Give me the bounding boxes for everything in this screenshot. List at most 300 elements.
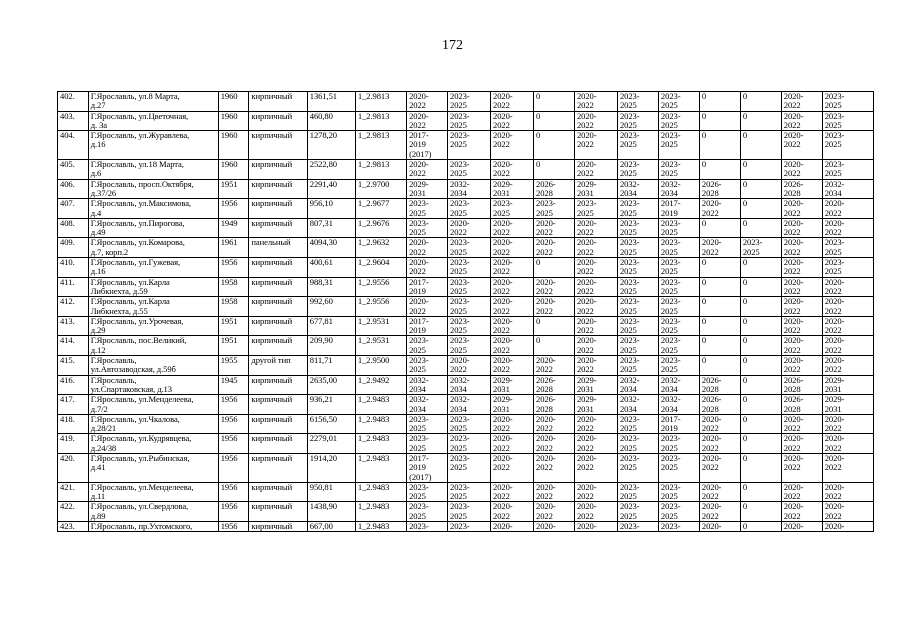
row-number-cell: 410. [58,258,89,278]
table-cell: другой тип [249,356,307,376]
table-cell: 0 [534,131,575,160]
table-cell: 1_2.9483 [355,482,406,502]
table-cell: 2023- 2025 [658,453,699,482]
table-cell: 2020- 2022 [781,131,822,160]
table-cell: 807,31 [307,218,355,238]
address-cell: Г.Ярославль, пр.Ухтомского, [88,522,218,532]
table-cell: 0 [740,277,781,297]
table-cell: 2023- 2025 [407,414,448,434]
table-cell: 1960 [218,131,249,160]
table-cell: 2020- 2022 [574,502,617,522]
table-cell: 2032- 2034 [448,375,491,395]
table-cell: 2020- 2022 [822,434,873,454]
table-cell: кирпичный [249,277,307,297]
table-cell: 2020- 2022 [491,414,534,434]
address-cell: Г.Ярославль, ул.Карла Либкнехта, д.59 [88,277,218,297]
table-cell: 1958 [218,297,249,317]
table-row [58,92,874,112]
table-cell: 2023- 2025 [448,199,491,219]
row-number-cell: 402. [58,92,89,112]
table-cell: 2020- 2022 [491,111,534,131]
table-cell: 2026- 2028 [534,179,575,199]
table-cell: 2023- 2025 [448,414,491,434]
row-number-cell: 403. [58,111,89,131]
row-number-cell: 408. [58,218,89,238]
address-cell: Г.Ярославль, ул.Автозаводская, д.59б [88,356,218,376]
table-cell: 2020- 2022 [699,434,740,454]
address-cell: Г.Ярославль, ул.Спартаковская, д.13 [88,375,218,395]
table-row [58,316,874,336]
table-cell: 0 [740,199,781,219]
table-cell: 2023- 2025 [407,482,448,502]
table-cell: кирпичный [249,179,307,199]
table-cell: 2020- 2022 [822,218,873,238]
table-cell: 2020- 2022 [491,336,534,356]
table-cell: 2023- 2025 [617,316,658,336]
table-cell: 1_2.9483 [355,434,406,454]
table-cell: 2023- 2025 [617,111,658,131]
table-cell: 1961 [218,238,249,258]
table-cell: 2023- 2025 [407,336,448,356]
table-row [58,414,874,434]
address-cell: Г.Ярославль, ул.Пирогова, д.49 [88,218,218,238]
table-cell: 2023- 2025 [658,336,699,356]
table-cell: 2029- 2031 [407,179,448,199]
table-cell: 2029- 2031 [574,395,617,415]
table-cell: 2023- 2025 [448,316,491,336]
table-cell: 811,71 [307,356,355,376]
table-cell: 936,21 [307,395,355,415]
table-cell: кирпичный [249,92,307,112]
table-cell: 0 [740,131,781,160]
row-number-cell: 411. [58,277,89,297]
table-cell: 2023- 2025 [822,160,873,180]
table-cell: 2020- 2022 [534,414,575,434]
page-number: 172 [442,38,463,53]
table-cell: 2023- 2025 [658,502,699,522]
table-cell: 2023- 2025 [407,434,448,454]
table-cell: кирпичный [249,502,307,522]
table-cell: 677,81 [307,316,355,336]
table-cell: 0 [699,111,740,131]
table-cell: 2020- 2022 [781,111,822,131]
table-cell: 2020- 2022 [574,111,617,131]
table-cell: 0 [740,297,781,317]
row-number-cell: 404. [58,131,89,160]
table-cell: 2020- 2022 [491,238,534,258]
table-cell: 0 [699,277,740,297]
table-cell: 1951 [218,316,249,336]
table-cell: 2020- 2022 [574,92,617,112]
row-number-cell: 418. [58,414,89,434]
table-cell: 2026- 2028 [699,395,740,415]
table-cell: 2029- 2031 [491,179,534,199]
housing-schedule-table [57,91,874,532]
table-cell: 2017- 2019 [658,199,699,219]
table-cell: 2020- 2022 [574,238,617,258]
table-cell: 2017- 2019 (2017) [407,453,448,482]
table-cell: 2020- 2022 [781,356,822,376]
table-cell: 0 [740,482,781,502]
table-cell: 0 [740,179,781,199]
table-cell: 2291,40 [307,179,355,199]
table-cell: 2023- 2025 [658,277,699,297]
table-cell: кирпичный [249,395,307,415]
table-cell: 2023- 2025 [448,453,491,482]
table-row [58,522,874,532]
row-number-cell: 421. [58,482,89,502]
table-cell: 0 [740,453,781,482]
table-cell: 2023- 2025 [658,356,699,376]
table-cell: 2023- 2025 [658,111,699,131]
table-cell: кирпичный [249,453,307,482]
table-cell: 2020- 2022 [491,258,534,278]
table-cell: 2020- 2022 [822,502,873,522]
table-cell: 1_2.9492 [355,375,406,395]
table-cell: 2020- 2022 [781,92,822,112]
table-cell: 2023- 2025 [740,238,781,258]
table-cell: 0 [534,111,575,131]
row-number-cell: 415. [58,356,89,376]
table-cell: 2020- 2022 [407,297,448,317]
table-cell: 2020- 2022 [448,218,491,238]
table-row [58,453,874,482]
table-cell: 2023- 2025 [617,453,658,482]
address-cell: Г.Ярославль, ул.Менделеева, д.11 [88,482,218,502]
table-cell: 1_2.9813 [355,92,406,112]
table-row [58,258,874,278]
address-cell: Г.Ярославль, ул.Свердлова, д.89 [88,502,218,522]
table-cell: 2026- 2028 [699,375,740,395]
table-cell: 2020- 2022 [699,453,740,482]
address-cell: Г.Ярославль, ул.Рыбинская, д.41 [88,453,218,482]
table-cell: кирпичный [249,336,307,356]
address-cell: Г.Ярославль, ул.Максимова, д.4 [88,199,218,219]
table-cell: 2023- [407,522,448,532]
table-cell: 2023- 2025 [617,482,658,502]
row-number-cell: 419. [58,434,89,454]
table-cell: 2635,00 [307,375,355,395]
table-cell: 1_2.9483 [355,395,406,415]
table-cell: 2020- 2022 [699,199,740,219]
table-cell: 2026- 2028 [699,179,740,199]
table-cell: 2020- 2022 [534,277,575,297]
table-cell: 2023- 2025 [617,297,658,317]
table-cell: 2023- 2025 [448,258,491,278]
table-cell: 2023- 2025 [617,131,658,160]
table-cell: 1914,20 [307,453,355,482]
table-cell: 2032- 2034 [448,179,491,199]
row-number-cell: 423. [58,522,89,532]
table-cell: 0 [534,160,575,180]
table-cell: кирпичный [249,434,307,454]
table-cell: 1951 [218,179,249,199]
table-cell: 0 [740,522,781,532]
table-cell: 2023- 2025 [617,502,658,522]
table-cell: 0 [740,434,781,454]
table-cell: 0 [534,258,575,278]
table-cell: 2020- 2022 [534,356,575,376]
table-cell: 1_2.9500 [355,356,406,376]
row-number-cell: 405. [58,160,89,180]
table-cell: 2020- 2022 [781,434,822,454]
table-cell: 2020- 2022 [781,238,822,258]
table-row [58,199,874,219]
table-cell: 1438,90 [307,502,355,522]
table-cell: 2020- 2022 [491,160,534,180]
table-cell: 2023- 2025 [407,218,448,238]
table-cell: 2023- 2025 [491,199,534,219]
address-cell: Г.Ярославль, ул.Карла Либкнехта, д.55 [88,297,218,317]
table-cell: 0 [534,336,575,356]
table-cell: 2020- 2022 [491,482,534,502]
table-cell: 1_2.9556 [355,277,406,297]
table-cell: 2020- 2022 [781,414,822,434]
table-cell: 2020- 2022 [699,502,740,522]
table-cell: 2020- 2022 [534,218,575,238]
table-cell: 1_2.9531 [355,316,406,336]
table-cell: 2020- 2022 [781,258,822,278]
table-cell: 0 [740,111,781,131]
table-cell: 2020- 2022 [822,482,873,502]
table-cell: 2023- 2025 [658,131,699,160]
table-cell: 2032- 2034 [658,375,699,395]
table-cell: 2020- 2022 [534,453,575,482]
table-cell: 2017- 2019 [407,316,448,336]
table-cell: 1949 [218,218,249,238]
table-cell: 2023- 2025 [822,258,873,278]
table-cell: 2020- 2022 [491,316,534,336]
table-row [58,277,874,297]
table-row [58,179,874,199]
table-cell: 2020- 2022 [699,238,740,258]
table-cell: 0 [534,92,575,112]
table-cell: 0 [740,502,781,522]
table-cell: 2032- 2034 [658,179,699,199]
table-cell: 2023- 2025 [822,131,873,160]
row-number-cell: 407. [58,199,89,219]
table-row [58,375,874,395]
table-cell: 2020- [781,522,822,532]
table-cell: 0 [740,258,781,278]
table-cell: 1_2.9677 [355,199,406,219]
table-cell: 2020- 2022 [407,258,448,278]
table-cell: кирпичный [249,199,307,219]
table-cell: 2029- 2031 [574,375,617,395]
table-cell: 2032- 2034 [617,395,658,415]
table-cell: 0 [699,316,740,336]
table-cell: 1956 [218,482,249,502]
address-cell: Г.Ярославль, ул.Чкалова, д.28/21 [88,414,218,434]
table-cell: 1958 [218,277,249,297]
table-cell: 1_2.9483 [355,453,406,482]
table-cell: 1960 [218,160,249,180]
table-cell: 2020- 2022 [781,336,822,356]
table-cell: 2020- 2022 [574,316,617,336]
table-cell: 1956 [218,434,249,454]
table-cell: 2020- 2022 [491,92,534,112]
table-cell: 2029- 2031 [822,395,873,415]
table-cell: 0 [740,92,781,112]
table-cell: 2020- 2022 [781,199,822,219]
table-row [58,395,874,415]
table-cell: 4094,30 [307,238,355,258]
address-cell: Г.Ярославль, ул.Кудрявцева, д.24/38 [88,434,218,454]
table-cell: 2023- [448,522,491,532]
table-cell: 992,60 [307,297,355,317]
table-cell: 2026- 2028 [534,375,575,395]
table-cell: 2020- 2022 [407,111,448,131]
table-cell: 2020- 2022 [781,160,822,180]
table-cell: 1_2.9604 [355,258,406,278]
table-cell: 950,81 [307,482,355,502]
table-cell: 2020- 2022 [822,453,873,482]
address-cell: Г.Ярославль, пос.Великий, д.12 [88,336,218,356]
table-row [58,111,874,131]
table-cell: 2023- [658,522,699,532]
table-cell: 2020- 2022 [491,434,534,454]
table-cell: 2026- 2028 [781,395,822,415]
table-cell: 2020- 2022 [491,277,534,297]
table-cell: 2023- 2025 [658,160,699,180]
table-cell: 2020- 2022 [491,297,534,317]
table-cell: 2029- 2031 [491,395,534,415]
table-cell: 2020- [822,522,873,532]
table-cell: 2023- 2025 [448,502,491,522]
table-row [58,218,874,238]
table-row [58,502,874,522]
table-cell: 2020- 2022 [534,502,575,522]
table-cell: 988,31 [307,277,355,297]
table-cell: 2020- 2022 [574,414,617,434]
table-cell: 0 [699,336,740,356]
table-cell: кирпичный [249,131,307,160]
table-cell: 2032- 2034 [448,395,491,415]
table-cell: кирпичный [249,375,307,395]
table-cell: кирпичный [249,258,307,278]
table-cell: 2029- 2031 [491,375,534,395]
table-cell: 2023- 2025 [617,218,658,238]
table-cell: 1960 [218,111,249,131]
table-row [58,356,874,376]
table-cell: кирпичный [249,482,307,502]
table-cell: 1_2.9531 [355,336,406,356]
table-cell: 2023- 2025 [617,238,658,258]
table-cell: 2020- 2022 [822,336,873,356]
table-cell: 0 [699,160,740,180]
table-cell: 2023- 2025 [448,111,491,131]
table-cell: 2020- 2022 [781,502,822,522]
table-cell: 2023- 2025 [617,160,658,180]
table-cell: 2020- 2022 [491,453,534,482]
table-cell: 2020- 2022 [781,453,822,482]
table-cell: 2023- 2025 [574,199,617,219]
table-cell: 1956 [218,522,249,532]
table-cell: 2026- 2028 [781,375,822,395]
address-cell: Г.Ярославль, ул.Урочевая, д.29 [88,316,218,336]
table-cell: 1956 [218,199,249,219]
table-cell: 2020- 2022 [822,297,873,317]
table-cell: 2020- 2022 [534,238,575,258]
row-number-cell: 414. [58,336,89,356]
table-cell: 2023- 2025 [617,92,658,112]
table-cell: 0 [740,336,781,356]
table-cell: 1_2.9483 [355,502,406,522]
row-number-cell: 409. [58,238,89,258]
table-cell: 2020- 2022 [699,414,740,434]
table-row [58,131,874,160]
table-cell: 2023- 2025 [448,131,491,160]
table-cell: 2020- 2022 [574,258,617,278]
table-cell: 2023- 2025 [407,356,448,376]
table-cell: 2279,01 [307,434,355,454]
table-cell: 2020- 2022 [781,297,822,317]
table-cell: 2032- 2034 [822,179,873,199]
row-number-cell: 420. [58,453,89,482]
table-cell: 2023- 2025 [448,336,491,356]
table-cell: 2023- 2025 [448,482,491,502]
row-number-cell: 413. [58,316,89,336]
row-number-cell: 417. [58,395,89,415]
table-cell: 1956 [218,395,249,415]
table-cell: 2023- 2025 [658,92,699,112]
table-cell: 2020- [491,522,534,532]
table-cell: 1956 [218,502,249,522]
table-row [58,336,874,356]
table-cell: 2020- 2022 [491,502,534,522]
table-cell: 2023- 2025 [658,258,699,278]
table-cell: 1956 [218,453,249,482]
address-cell: Г.Ярославль, ул.Менделеева, д.7/2 [88,395,218,415]
table-cell: 0 [740,356,781,376]
table-cell: 2020- 2022 [407,92,448,112]
table-cell: 1945 [218,375,249,395]
address-cell: Г.Ярославль, ул.8 Марта, д.27 [88,92,218,112]
table-cell: 2020- 2022 [407,160,448,180]
table-cell: 2032- 2034 [658,395,699,415]
table-cell: 2023- 2025 [617,434,658,454]
table-cell: 2020- 2022 [574,160,617,180]
table-cell: 2023- 2025 [617,199,658,219]
table-cell: 2023- 2025 [448,238,491,258]
table-cell: 2017- 2019 (2017) [407,131,448,160]
table-cell: 2032- 2034 [617,375,658,395]
table-cell: 1955 [218,356,249,376]
table-cell: 0 [699,131,740,160]
table-cell: кирпичный [249,297,307,317]
table-cell: 0 [740,414,781,434]
table-cell: 2522,80 [307,160,355,180]
table-cell: 2026- 2028 [781,179,822,199]
table-cell: 2023- 2025 [407,502,448,522]
table-cell: 2020- 2022 [574,482,617,502]
table-row [58,482,874,502]
table-cell: 2020- 2022 [448,356,491,376]
table-cell: 2020- 2022 [574,297,617,317]
table-cell: 1_2.9813 [355,131,406,160]
table-cell: 2023- 2025 [448,297,491,317]
table-cell: 2023- 2025 [658,434,699,454]
table-cell: 2020- 2022 [407,238,448,258]
table-cell: 2020- 2022 [699,482,740,502]
table-cell: 2020- 2022 [574,434,617,454]
address-cell: Г.Ярославль, ул.Цветочная, д. 3а [88,111,218,131]
table-cell: 2023- [617,522,658,532]
table-row [58,238,874,258]
table-cell: 2020- 2022 [781,277,822,297]
table-cell: 2032- 2034 [407,375,448,395]
table-cell: 0 [534,316,575,336]
